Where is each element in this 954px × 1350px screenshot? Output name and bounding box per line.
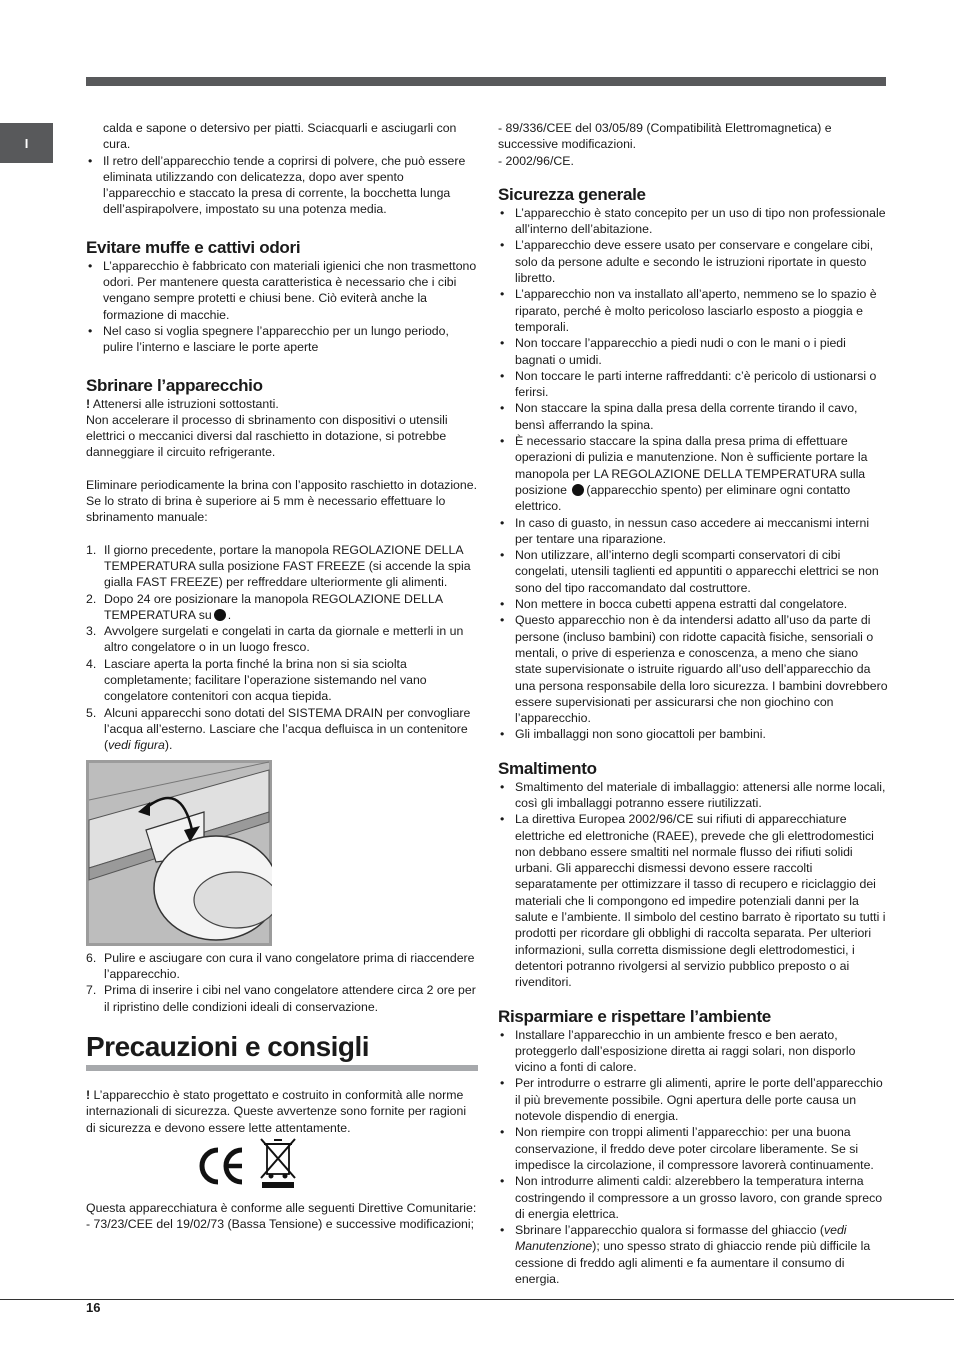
list-item: • Non toccare le parti interne raffreddanti: c’è pericolo di ustionarsi o ferirsi. — [498, 368, 888, 401]
footer-rule — [0, 1299, 954, 1300]
list-item: • Per introdurre o estrarre gli alimenti, aprire le porte dell’apparecchio il più brevemente possibile. Ogni apertura delle porte causa un notevole dispendio di energia. — [498, 1075, 888, 1124]
header-rule — [86, 77, 886, 86]
section-title-smaltimento: Smaltimento — [498, 758, 597, 778]
list-item: • Sbrinare l’apparecchio qualora si formasse del ghiaccio (vedi Manutenzione); uno spesso strato di ghiaccio rende più difficile la cessione di freddo agli alimenti e fa aumentare il consumo di energia. — [498, 1222, 888, 1287]
step-item: 6. Pulire e asciugare con cura il vano congelatore prima di riaccendere l’apparecchio. — [86, 950, 475, 982]
section-title-sbrinare: Sbrinare l’apparecchio — [86, 375, 263, 395]
list-item: • Installare l’apparecchio in un ambiente fresco e ben aerato, proteggerlo dall’esposizione diretta ai raggi solari, non disporlo vicino a fonti di calore. — [498, 1027, 888, 1076]
warning-icon: ! — [86, 396, 91, 411]
muffe-list — [86, 258, 478, 356]
paragraph: Non accelerare il processo di sbrinamento con dispositivi o utensili elettrici o meccanici diversi dal raschietto in dotazione, si potrebbe danneggiare il circuito refrigerante. — [86, 412, 448, 460]
risparmiare-list — [498, 1027, 888, 1288]
off-position-icon — [214, 609, 226, 621]
section-title-sicurezza: Sicurezza generale — [498, 184, 646, 204]
drain-figure-illustration — [86, 760, 272, 946]
list-item: • Non toccare l’apparecchio a piedi nudi o con le mani o i piedi bagnati o umidi. — [498, 335, 888, 368]
directive-item: - 73/23/CEE del 19/02/73 (Bassa Tensione) e successive modificazioni; — [86, 1217, 475, 1232]
list-item: • In caso di guasto, in nessun caso accedere ai meccanismi interni per tentare una riparazione. — [498, 515, 888, 548]
list-item: • Non introdurre alimenti caldi: alzerebbero la temperatura interna costringendo il compressore a un grosso lavoro, con grande spreco di energia elettrica. — [498, 1173, 888, 1222]
warning-icon: ! — [86, 1087, 91, 1102]
smaltimento-list — [498, 779, 888, 991]
section-title-muffe: Evitare muffe e cattivi odori — [86, 237, 301, 257]
step-item: 2. Dopo 24 ore posizionare la manopola REGOLAZIONE DELLA TEMPERATURA su . — [86, 591, 443, 622]
list-item: • Non mettere in bocca cubetti appena estratti dal congelatore. — [498, 596, 888, 612]
step-item: 4. Lasciare aperta la porta finché la brina non si sia sciolta completamente; facilitare l’operazione sistemando nel vano congelatore contenitori con acqua tiepida. — [86, 656, 427, 704]
list-item: • Gli imballaggi non sono giocattoli per bambini. — [498, 726, 888, 742]
step-item: 5. Alcuni apparecchi sono dotati del SISTEMA DRAIN per convogliare l’acqua all’esterno. Lasciare che l’acqua defluisca in un contenitore (vedi figura). — [86, 705, 471, 753]
page-number: 16 — [86, 1300, 101, 1315]
directive-item: - 89/336/CEE del 03/05/89 (Compatibilità Elettromagnetica) e successive modificazioni. — [498, 121, 832, 152]
language-tab: I — [0, 123, 53, 163]
ce-mark-icon — [198, 1146, 248, 1186]
list-item: • Questo apparecchio non è da intendersi adatto all’uso da parte di persone (incluso bambini) con ridotte capacità fisiche, sensoriali o mentali, o prive di esperienza e conoscenza, a meno che siano state supervisionate o istruite riguardo all’uso dell’apparecchio da una persona responsabile della loro sicurezza. I bambini dovrebbero essere supervisionati per assicurarsi che non giochino con l’apparecchio. — [498, 612, 888, 726]
step-item: 7. Prima di inserire i cibi nel vano congelatore attendere circa 2 ore per il ripristino delle condizioni ideali di conservazione. — [86, 983, 476, 1014]
list-item: • L’apparecchio deve essere usato per conservare e congelare cibi, solo da persone adulte e secondo le istruzioni riportate in questo libretto. — [498, 237, 888, 286]
paragraph: Questa apparecchiatura è conforme alle seguenti Direttive Comunitarie: — [86, 1200, 477, 1215]
list-item: • L’apparecchio non va installato all’aperto, nemmeno se lo spazio è riparato, perché è molto pericoloso lasciarlo esposto a pioggia e temporali. — [498, 286, 888, 335]
paragraph: Eliminare periodicamente la brina con l’apposito raschietto in dotazione. Se lo strato di brina è superiore ai 5 mm è necessario effettuare lo sbrinamento manuale: — [86, 477, 477, 525]
list-item: • Non staccare la spina dalla presa della corrente tirando il cavo, bensì afferrando la spina. — [498, 400, 888, 433]
left-column — [86, 120, 478, 1232]
right-column — [498, 120, 888, 1287]
defrost-steps-continued — [86, 950, 478, 1015]
section-title-risparmiare: Risparmiare e rispettare l’ambiente — [498, 1006, 771, 1026]
list-item: • L’apparecchio è fabbricato con materiali igienici che non trasmettono odori. Per mantenere questa caratteristica è necessario che i cibi vengano sempre protetti e chiusi bene. Ciò eviterà anche la formazione di macchie. — [86, 258, 478, 323]
intro-continuation: calda e sapone o detersivo per piatti. Sciacquarli e asciugarli con cura. — [103, 121, 457, 152]
list-item: • L’apparecchio è stato concepito per un uso di tipo non professionale all’interno dell’abitazione. — [498, 205, 888, 238]
sicurezza-list — [498, 205, 888, 743]
list-item: • La direttiva Europea 2002/96/CE sui rifiuti di apparecchiature elettriche ed elettroniche (RAEE), prevede che gli elettrodomestici non debbano essere smaltiti nel normale flusso dei rifiuti solidi urbani. Gli apparecchi dismessi devono essere raccolti separatamente per ottimizzare il tasso di recupero e riciclaggio dei materiali che li compongono ed impedire potenziali danni per la salute e l’ambiente. Il simbolo del cestino barrato è riportato su tutti i prodotti per ricordare gli obblighi di raccolta separata. Per ulteriori informazioni, sulla corretta dismissione degli elettrodomestici, i detentori potranno rivolgersi al servizio pubblico preposto o ai rivenditori. — [498, 811, 888, 990]
directive-item: - 2002/96/CE. — [498, 153, 574, 168]
weee-bin-icon — [258, 1136, 298, 1188]
list-item: • Non utilizzare, all’interno degli scomparti conservatori di cibi congelati, utensili taglienti ed appuntiti o apparecchi elettrici se non sono del tipo raccomandato dal costruttore. — [498, 547, 888, 596]
list-item: • Nel caso si voglia spegnere l’apparecchio per un lungo periodo, pulire l’interno e lasciare le porte aperte — [86, 323, 478, 356]
defrost-steps — [86, 542, 478, 754]
off-position-icon — [572, 484, 584, 496]
list-item: • Smaltimento del materiale di imballaggio: attenersi alle norme locali, così gli imballaggi potranno essere riutilizzati. — [498, 779, 888, 812]
list-item: • Non riempire con troppi alimenti l’apparecchio: per una buona conservazione, il freddo deve poter circolare liberamente. Se si impedisce la circolazione, il compressore lavorerà continuamente. — [498, 1124, 888, 1173]
list-item: • È necessario staccare la spina dalla presa prima di effettuare operazioni di pulizia e manutenzione. Non è sufficiente portare la manopola per LA REGOLAZIONE DELLA TEMPERATURA sulla posizione (apparecchio spento) per eliminare ogni contatto elettrico. — [498, 433, 888, 514]
chapter-title: Precauzioni e consigli — [86, 1030, 370, 1062]
list-item: • Il retro dell’apparecchio tende a coprirsi di polvere, che può essere eliminata utilizzando con delicatezza, dopo aver spento l’apparecchio e staccato la presa di corrente, la bocchetta lunga dell’aspirapolvere, impostato su una potenza media. — [86, 153, 478, 218]
intro-list — [86, 153, 478, 218]
step-item: 1. Il giorno precedente, portare la manopola REGOLAZIONE DELLA TEMPERATURA sulla posizione FAST FREEZE (si accende la spia gialla FAST FREEZE) per reffreddare ulteriormente gli alimenti. — [86, 542, 471, 590]
warning-note: ! Attenersi alle istruzioni sottostanti. — [86, 396, 279, 411]
step-item: 3. Avvolgere surgelati e congelati in carta da giornale e metterli in un altro congelatore o in un luogo fresco. — [86, 624, 464, 655]
warning-note: ! L’apparecchio è stato progettato e costruito in conformità alle norme internazionali di sicurezza. Queste avvertenze sono fornite per ragioni di sicurezza e devono essere lette attentamente. — [86, 1087, 467, 1135]
certification-marks — [86, 1136, 478, 1200]
